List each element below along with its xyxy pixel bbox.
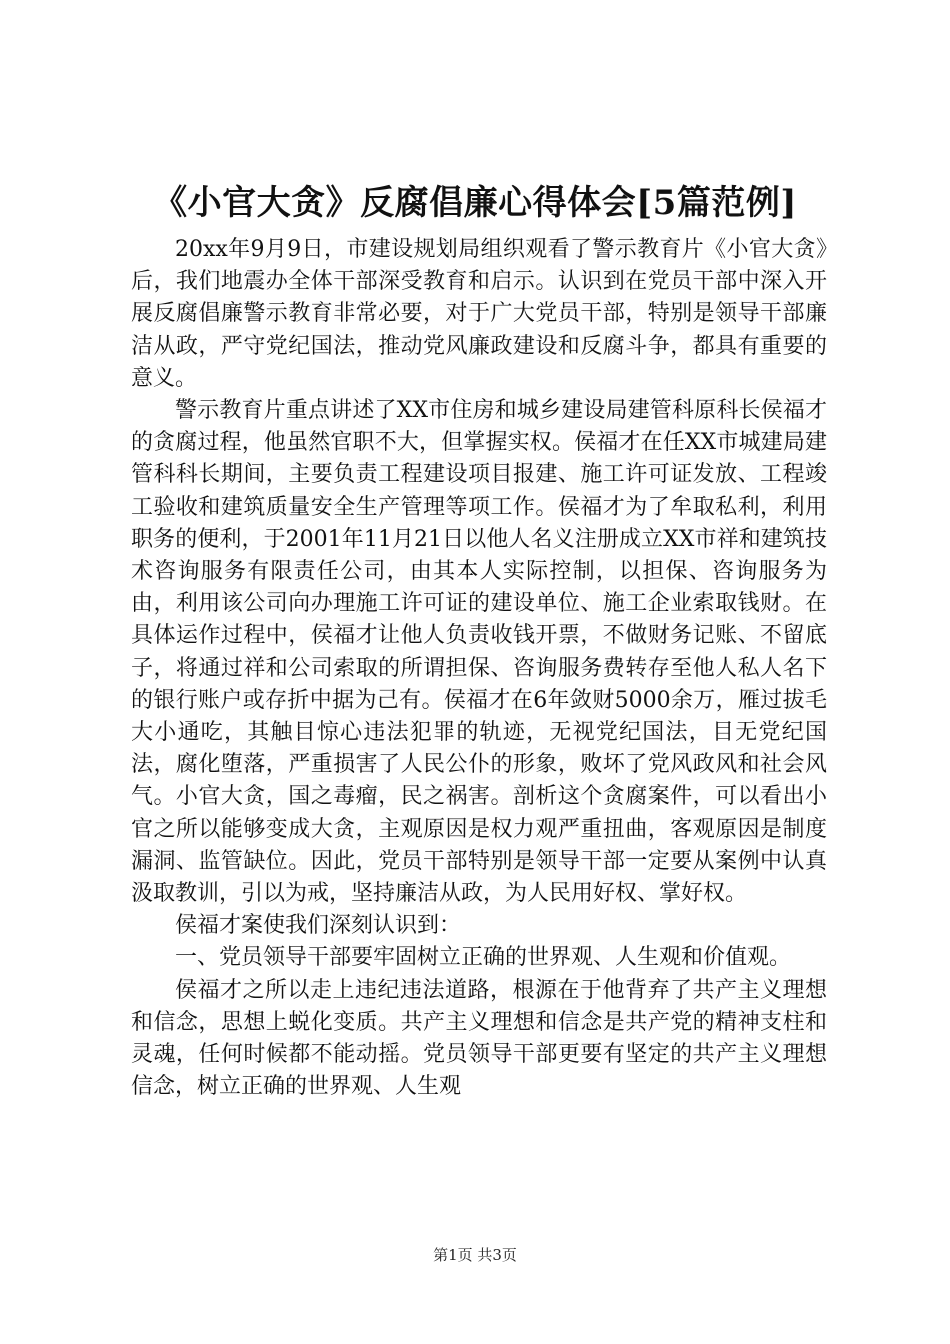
paragraph: 20xx年9月9日，市建设规划局组织观看了警示教育片《小官大贪》后，我们地震办全体干部深受教育和启示。认识到在党员干部中深入开展反腐倡廉警示教育非常必要，对于广大党员干部，特别是领导干部廉洁从政，严守党纪国法，推动党风廉政建设和反腐斗争，都具有重要的意义。 (131, 237, 827, 391)
page-footer: 第1页 共3页 (433, 1246, 517, 1264)
paragraph: 警示教育片重点讲述了XX市住房和城乡建设局建管科原科长侯福才的贪腐过程，他虽然官职不大，但掌握实权。侯福才在任XX市城建局建管科科长期间，主要负责工程建设项目报建、施工许可证发放、工程竣工验收和建筑质量安全生产管理等项工作。侯福才为了牟取私利，利用职务的便利，于2001年11月21日以他人名义注册成立XX市祥和建筑技术咨询服务有限责任公司，由其本人实际控制，以担保、咨询服务为由，利用该公司向办理施工许可证的建设单位、施工企业索取钱财。在具体运作过程中，侯福才让他人负责收钱开票，不做财务记账、不留底子，将通过祥和公司索取的所谓担保、咨询服务费转存至他人私人名下的银行账户或存折中据为己有。侯福才在6年敛财5000余万，雁过拔毛大小通吃，其触目惊心违法犯罪的轨迹，无视党纪国法，目无党纪国法，腐化堕落，严重损害了人民公仆的形象，败坏了党风政风和社会风气。小官大贪，国之毒瘤，民之祸害。剖析这个贪腐案件，可以看出小官之所以能够变成大贪，主观原因是权力观严重扭曲，客观原因是制度漏洞、监管缺位。因此，党员干部特别是领导干部一定要从案例中认真汲取教训，引以为戒，坚持廉洁从政，为人民用好权、掌好权。 (131, 398, 827, 907)
paragraph: 侯福才案使我们深刻认识到： (175, 913, 462, 939)
document-body (131, 234, 827, 1103)
paragraph: 一、党员领导干部要牢固树立正确的世界观、人生观和价值观。 (175, 945, 792, 971)
document-title: 《小官大贪》反腐倡廉心得体会[5篇范例] (153, 183, 797, 223)
paragraph: 侯福才之所以走上违纪违法道路，根源在于他背弃了共产主义理想和信念，思想上蜕化变质。共产主义理想和信念是共产党的精神支柱和灵魂，任何时候都不能动摇。党员领导干部更要有坚定的共产主义理想信念，树立正确的世界观、人生观 (131, 977, 827, 1100)
